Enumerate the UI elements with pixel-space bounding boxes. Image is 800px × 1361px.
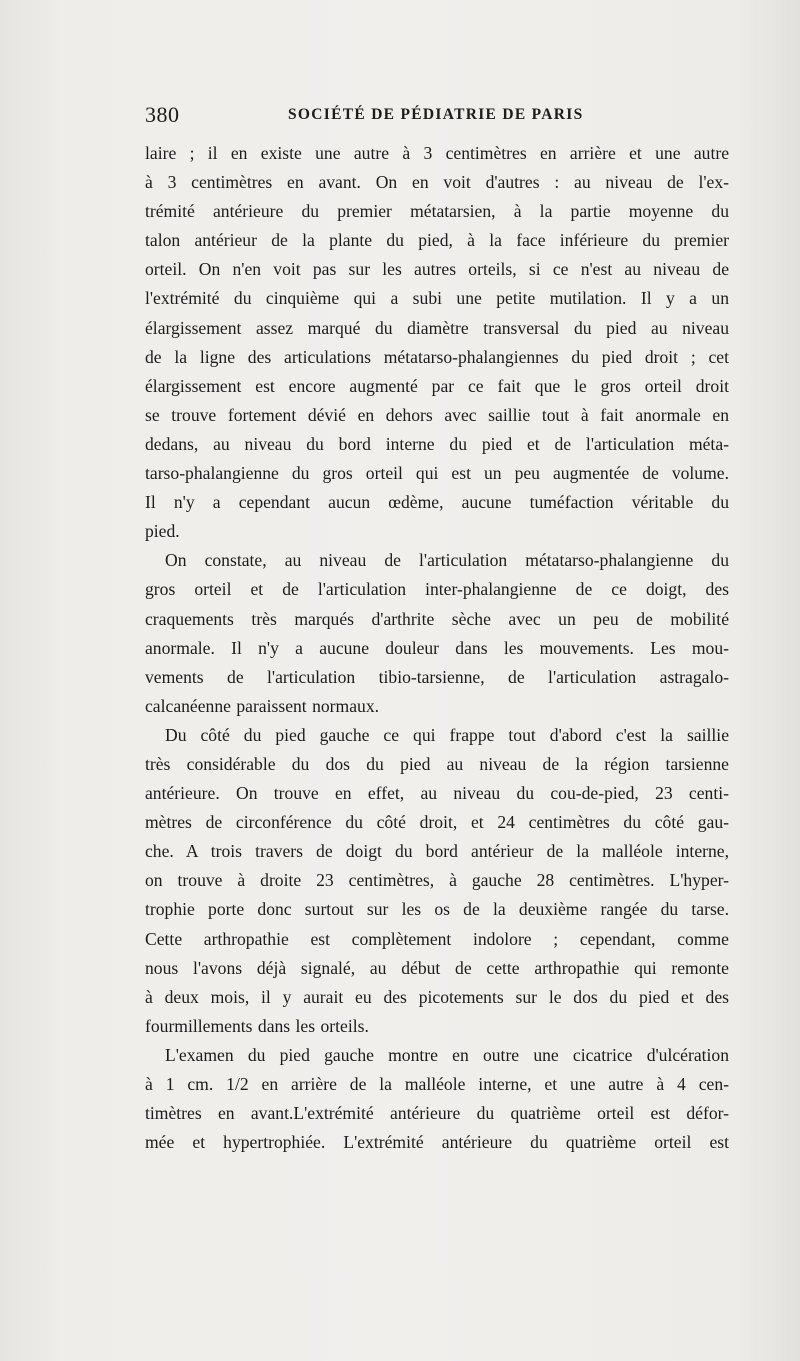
text-line: tarso-phalangienne du gros orteil qui est un peu augmentée de volume.: [145, 463, 729, 484]
text-line: L'examen du pied gauche montre en outre une cicatrice d'ulcération: [165, 1044, 729, 1065]
text-line: mée et hypertrophiée. L'extrémité antérieure du quatrième orteil est: [145, 1132, 729, 1153]
running-title: SOCIÉTÉ DE PÉDIATRIE DE PARIS: [288, 106, 584, 123]
text-line: très considérable du dos du pied au niveau de la région tarsienne: [145, 753, 729, 774]
text-line: trémité antérieure du premier métatarsien, à la partie moyenne du: [145, 201, 729, 222]
text-line: che. A trois travers de doigt du bord antérieur de la malléole interne,: [145, 841, 729, 862]
text-line: orteil. On n'en voit pas sur les autres orteils, si ce n'est au niveau de: [145, 259, 729, 280]
text-line: fourmillements dans les orteils.: [145, 1015, 369, 1036]
text-line: dedans, au niveau du bord interne du pied et de l'articulation méta-: [145, 433, 729, 454]
body-text: [145, 139, 729, 1153]
text-line: à 3 centimètres en avant. On en voit d'autres : au niveau de l'ex-: [145, 172, 729, 193]
text-line: mètres de circonférence du côté droit, et 24 centimètres du côté gau-: [145, 812, 729, 833]
text-line: on trouve à droite 23 centimètres, à gauche 28 centimètres. L'hyper-: [145, 870, 729, 891]
text-line: vements de l'articulation tibio-tarsienne, de l'articulation astragalo-: [145, 666, 729, 687]
text-line: l'extrémité du cinquième qui a subi une petite mutilation. Il y a un: [145, 288, 729, 309]
text-line: se trouve fortement dévié en dehors avec saillie tout à fait anormale en: [145, 404, 729, 425]
text-line: On constate, au niveau de l'articulation métatarso-phalangienne du: [165, 550, 729, 571]
text-line: Cette arthropathie est complètement indolore ; cependant, comme: [145, 928, 729, 949]
text-line: à deux mois, il y aurait eu des picotements sur le dos du pied et des: [145, 986, 729, 1007]
text-line: élargissement est encore augmenté par ce fait que le gros orteil droit: [145, 375, 729, 396]
text-line: laire ; il en existe une autre à 3 centimètres en arrière et une autre: [145, 143, 729, 163]
page-number: 380: [145, 102, 180, 127]
text-line: gros orteil et de l'articulation inter-phalangienne de ce doigt, des: [145, 579, 729, 600]
text-line: élargissement assez marqué du diamètre transversal du pied au niveau: [145, 317, 729, 338]
text-line: pied.: [145, 521, 180, 542]
text-line: nous l'avons déjà signalé, au début de cette arthropathie qui remonte: [145, 957, 729, 978]
text-line: craquements très marqués d'arthrite sèche avec un peu de mobilité: [145, 608, 729, 629]
text-line: timètres en avant.L'extrémité antérieure du quatrième orteil est défor-: [145, 1103, 729, 1124]
text-line: anormale. Il n'y a aucune douleur dans les mouvements. Les mou-: [145, 637, 729, 658]
text-line: Du côté du pied gauche ce qui frappe tout d'abord c'est la saillie: [165, 724, 729, 745]
text-line: à 1 cm. 1/2 en arrière de la malléole interne, et une autre à 4 cen-: [145, 1074, 729, 1094]
page-header: [145, 102, 729, 132]
text-line: trophie porte donc surtout sur les os de la deuxième rangée du tarse.: [145, 899, 729, 920]
text-line: calcanéenne paraissent normaux.: [145, 695, 380, 716]
text-line: talon antérieur de la plante du pied, à la face inférieure du premier: [145, 230, 729, 251]
text-line: antérieure. On trouve en effet, au niveau du cou-de-pied, 23 centi-: [145, 783, 729, 804]
text-line: de la ligne des articulations métatarso-phalangiennes du pied droit ; cet: [145, 346, 729, 367]
text-line: Il n'y a cependant aucun œdème, aucune tuméfaction véritable du: [145, 492, 729, 513]
